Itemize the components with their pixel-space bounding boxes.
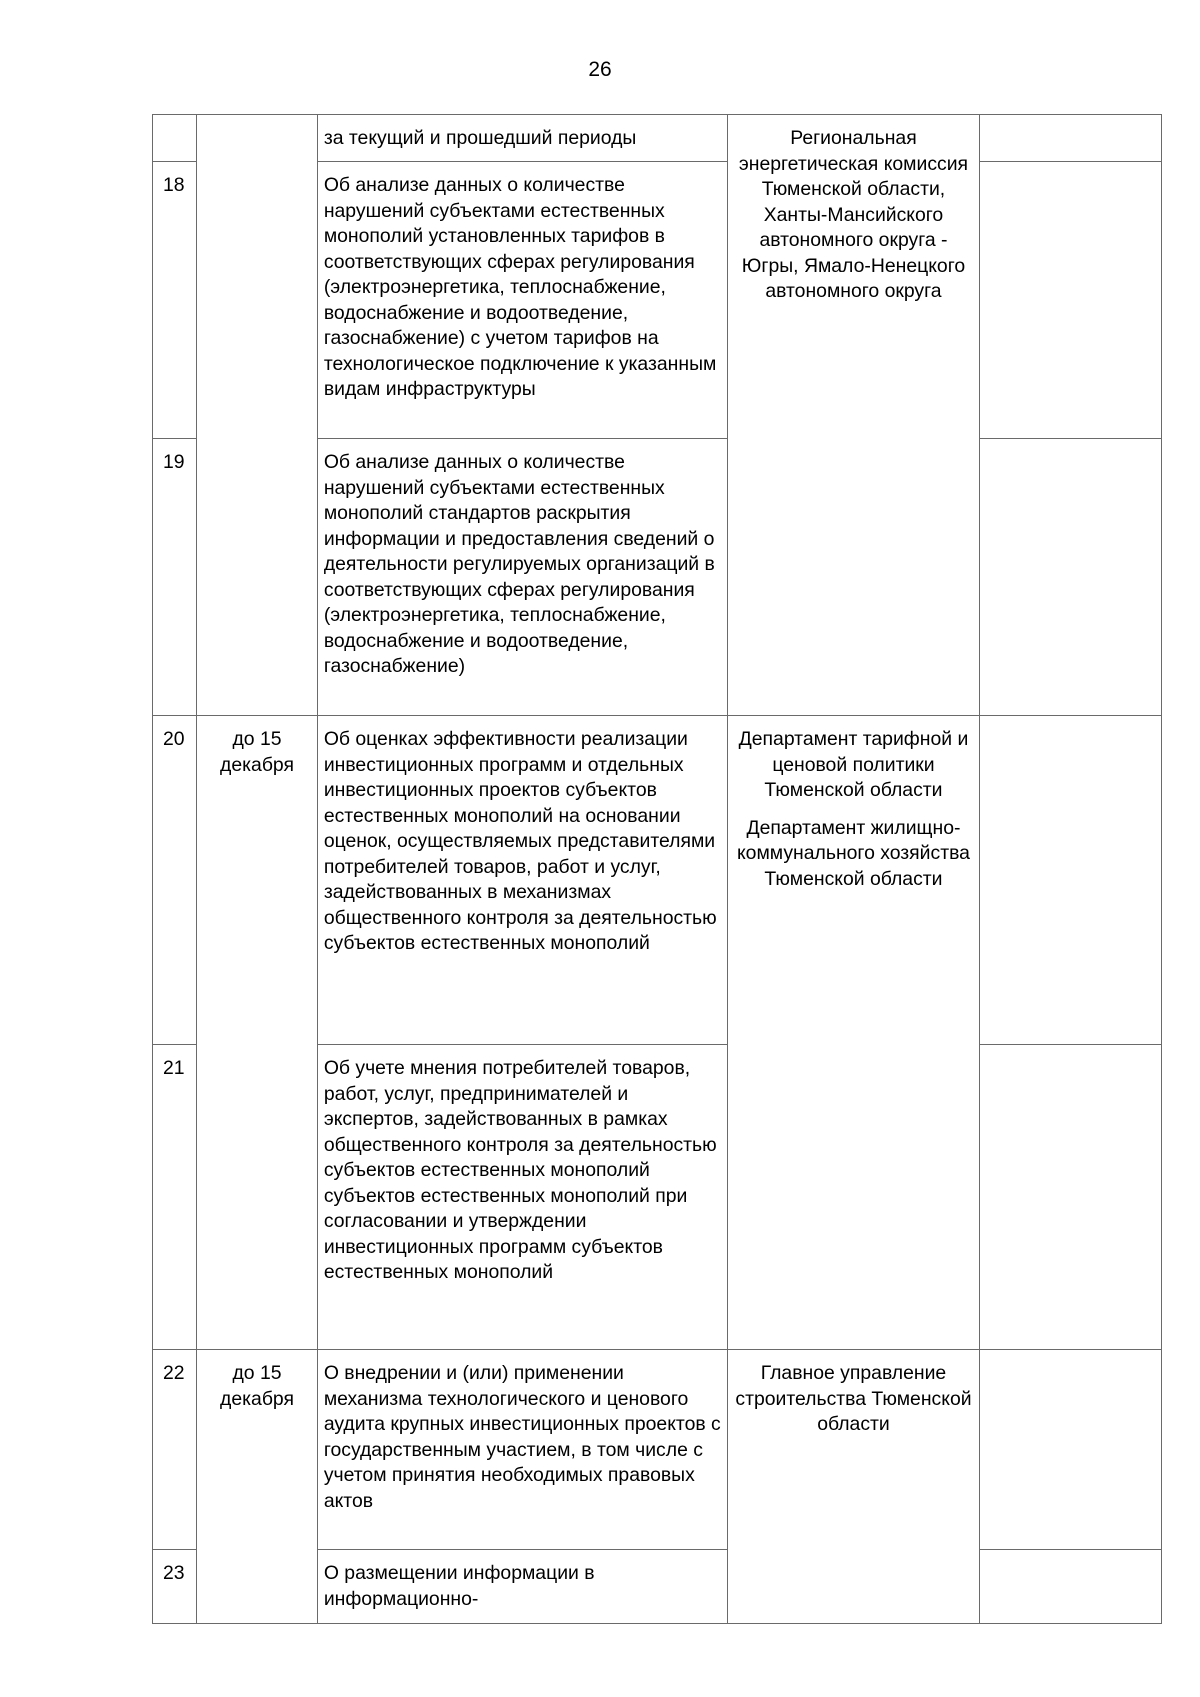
responsible-org: Департамент жилищно-коммунального хозяйства Тюменской области — [736, 816, 970, 890]
note-cell — [980, 1045, 1162, 1350]
topic-cell: Об анализе данных о количестве нарушений субъектами естественных монополий установленных тарифов в соответствующих сферах регулирования (электроэнергетика, теплоснабжение, водоснабжение и водоотведение, газоснабжение) с учетом тарифов на технологическое подключение к указанным видам инфраструктуры — [317, 162, 727, 439]
deadline-cell — [197, 115, 318, 716]
responsible-org: Региональная энергетическая комиссия Тюменской области, Ханты-Мансийского автономного округа - Югры, Ямало-Ненецкого автономного округа — [738, 127, 969, 302]
plan-table — [152, 114, 1162, 1624]
row-number: 22 — [153, 1350, 197, 1550]
topic-cell: Об оценках эффективности реализации инвестиционных программ и отдельных инвестиционных проектов субъектов естественных монополий на основании оценок, осуществляемых представителями потребителей товаров, работ и услуг, задействованных в механизмах общественного контроля за деятельностью субъектов естественных монополий — [317, 716, 727, 1045]
topic-cell: Об учете мнения потребителей товаров, работ, услуг, предпринимателей и экспертов, задействованных в рамках общественного контроля за деятельностью субъектов естественных монополий субъектов естественных монополий при согласовании и утверждении инвестиционных программ субъектов естественных монополий — [317, 1045, 727, 1350]
note-cell — [980, 1350, 1162, 1550]
row-number: 19 — [153, 439, 197, 716]
note-cell — [980, 115, 1162, 162]
table-row — [153, 1350, 1162, 1550]
topic-cell: за текущий и прошедший периоды — [317, 115, 727, 162]
table-row — [153, 716, 1162, 1045]
deadline-cell: до 15 декабря — [197, 1350, 318, 1624]
responsible-cell — [727, 716, 979, 1350]
responsible-org: Главное управление строительства Тюменской области — [735, 1362, 972, 1435]
row-number: 21 — [153, 1045, 197, 1350]
row-number — [153, 115, 197, 162]
responsible-cell — [727, 1350, 979, 1624]
topic-cell: Об анализе данных о количестве нарушений субъектами естественных монополий стандартов раскрытия информации и предоставления сведений о деятельности регулируемых организаций в соответствующих сферах регулирования (электроэнергетика, теплоснабжение, водоснабжение и водоотведение, газоснабжение) — [317, 439, 727, 716]
note-cell — [980, 1550, 1162, 1624]
row-number: 23 — [153, 1550, 197, 1624]
table-row — [153, 115, 1162, 162]
note-cell — [980, 439, 1162, 716]
responsible-cell — [727, 115, 979, 716]
row-number: 18 — [153, 162, 197, 439]
deadline-cell: до 15 декабря — [197, 716, 318, 1350]
row-number: 20 — [153, 716, 197, 1045]
responsible-org: Департамент тарифной и ценовой политики Тюменской области — [738, 728, 969, 801]
note-cell — [980, 716, 1162, 1045]
note-cell — [980, 162, 1162, 439]
topic-cell: О внедрении и (или) применении механизма технологического и ценового аудита крупных инвестиционных проектов с государственным участием, в том числе с учетом принятия необходимых правовых актов — [317, 1350, 727, 1550]
topic-cell: О размещении информации в информационно- — [317, 1550, 727, 1624]
page-number: 26 — [588, 58, 612, 81]
